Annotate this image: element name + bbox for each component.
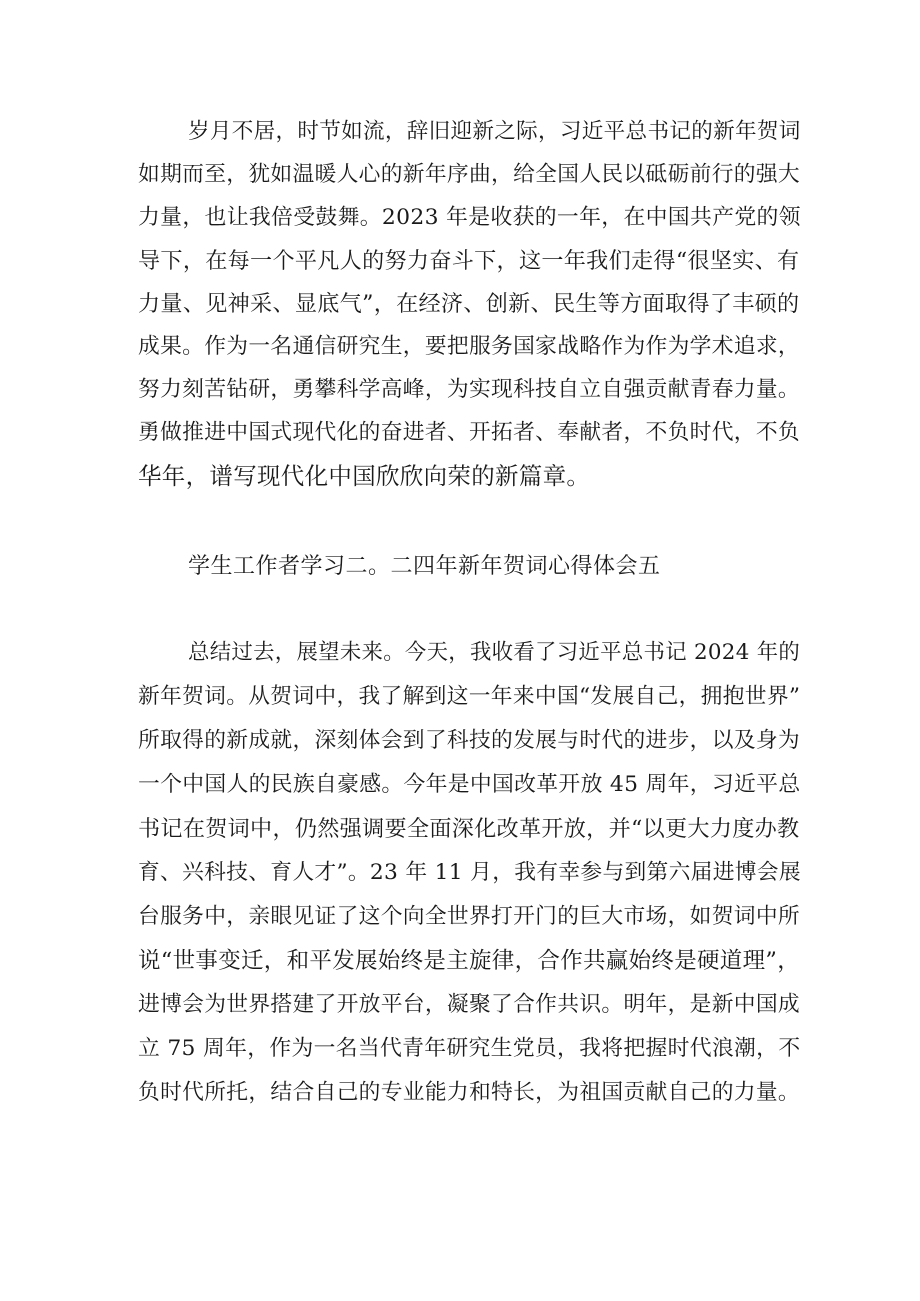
- paragraph-line: 岁月不居，时节如流，辞旧迎新之际，习近平总书记的新年贺词: [188, 119, 801, 144]
- paragraph-line: 成果。作为一名通信研究生，要把服务国家战略作为作为学术追求，: [138, 334, 800, 359]
- paragraph-line: 如期而至，犹如温暖人心的新年序曲，给全国人民以砥砺前行的强大: [138, 162, 800, 187]
- paragraph-line: 进博会为世界搭建了开放平台，凝聚了合作共识。明年，是新中国成: [138, 992, 800, 1017]
- paragraph-line: 勇做推进中国式现代化的奋进者、开拓者、奉献者，不负时代，不负: [138, 420, 800, 445]
- paragraph-line: 总结过去，展望未来。今天，我收看了习近平总书记 2024 年的: [188, 640, 801, 665]
- paragraph-line: 力量、见神采、显底气”，在经济、创新、民生等方面取得了丰硕的: [138, 291, 800, 317]
- paragraph-line: 努力刻苦钻研，勇攀科学高峰，为实现科技自立自强贡献青春力量。: [138, 377, 800, 402]
- paragraph-line: 台服务中，亲眼见证了这个向全世界打开门的巨大市场，如贺词中所: [138, 904, 800, 929]
- paragraph-line: 书记在贺词中，仍然强调要全面深化改革开放，并“以更大力度办教: [138, 816, 800, 842]
- paragraph-line: 所取得的新成就，深刻体会到了科技的发展与时代的进步，以及身为: [138, 728, 800, 753]
- paragraph-line: 立 75 周年，作为一名当代青年研究生党员，我将把握时代浪潮，不: [138, 1036, 801, 1061]
- paragraph-line: 力量，也让我倍受鼓舞。2023 年是收获的一年，在中国共产党的领: [138, 205, 801, 230]
- paragraph-line: 育、兴科技、育人才”。23 年 11 月，我有幸参与到第六届进博会展: [138, 860, 801, 885]
- paragraph-line: 新年贺词。从贺词中，我了解到这一年来中国“发展自己，拥抱世界”: [138, 684, 801, 709]
- paragraph-line: 导下，在每一个平凡人的努力奋斗下，这一年我们走得“很坚实、有: [138, 248, 800, 274]
- paragraph-line: 一个中国人的民族自豪感。今年是中国改革开放 45 周年，习近平总: [138, 772, 801, 797]
- section-heading: 学生工作者学习二。二四年新年贺词心得体会五: [188, 554, 661, 579]
- paragraph-line: 华年，谱写现代化中国欣欣向荣的新篇章。: [138, 462, 591, 490]
- paragraph-line: 负时代所托，结合自己的专业能力和特长，为祖国贡献自己的力量。: [138, 1080, 800, 1105]
- paragraph-line: 说“世事变迁，和平发展始终是主旋律，合作共赢始终是硬道理”，: [138, 948, 801, 974]
